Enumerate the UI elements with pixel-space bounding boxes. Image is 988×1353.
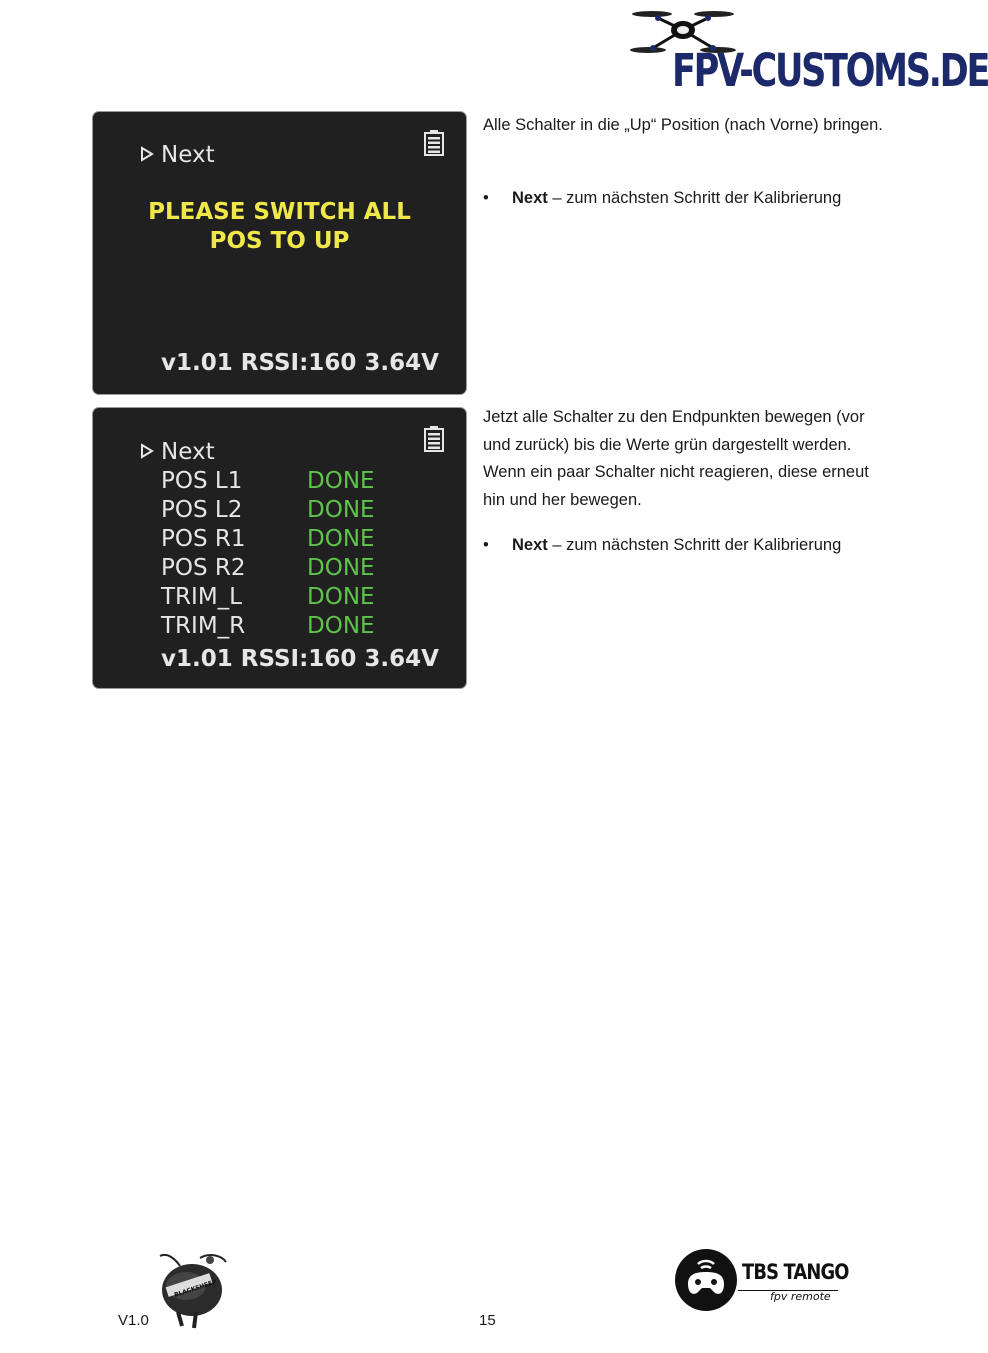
brand-wordmark: FPV-CUSTOMS.DE: [672, 44, 988, 97]
fpv-customs-logo: [628, 0, 988, 104]
bullet-bold: Next: [512, 189, 548, 207]
status-line: v1.01 RSSI:160 3.64V: [161, 350, 439, 376]
row-label-pos-l1: POS L1: [161, 468, 243, 494]
section2-bullet: [483, 532, 841, 559]
calibration-screen-endpoints: [93, 408, 466, 688]
section2-paragraph: Jetzt alle Schalter zu den Endpunkten bewegen (vor und zurück) bis die Werte grün dargestellt werden. Wenn ein paar Schalter nicht reagieren, diese erneut hin und her bewegen.: [483, 408, 869, 509]
play-triangle-icon: [139, 443, 155, 459]
next-label: Next: [161, 142, 215, 168]
row-value-pos-r2: DONE: [307, 555, 375, 581]
row-label-trim-r: TRIM_R: [161, 613, 246, 639]
bullet-text: – zum nächsten Schritt der Kalibrierung: [547, 189, 842, 207]
row-value-pos-l2: DONE: [307, 497, 375, 523]
switch-prompt-line1: PLEASE SWITCH ALL: [148, 199, 411, 225]
row-value-trim-l: DONE: [307, 584, 375, 610]
next-menu-item[interactable]: [139, 439, 215, 465]
bullet-bold: Next: [512, 536, 548, 554]
row-value-trim-r: DONE: [307, 613, 375, 639]
battery-icon: [424, 426, 444, 452]
bullet-text: – zum nächsten Schritt der Kalibrierung: [547, 536, 842, 554]
row-label-pos-r1: POS R1: [161, 526, 246, 552]
calibration-screen-switch-up: [93, 112, 466, 394]
row-label-pos-r2: POS R2: [161, 555, 246, 581]
battery-icon: [424, 130, 444, 156]
row-label-trim-l: TRIM_L: [161, 584, 242, 610]
switch-prompt-line2: POS TO UP: [209, 228, 350, 254]
bullet-dot: •: [483, 189, 489, 207]
status-line: v1.01 RSSI:160 3.64V: [161, 646, 439, 672]
left-logo-text: BLACKSHEEP: [173, 1278, 218, 1299]
next-label: Next: [161, 439, 215, 465]
row-label-pos-l2: POS L2: [161, 497, 243, 523]
row-value-pos-r1: DONE: [307, 526, 375, 552]
row-value-pos-l1: DONE: [307, 468, 375, 494]
bullet-dot: •: [483, 536, 489, 554]
page-number: 15: [479, 1312, 496, 1329]
version-label: V1.0: [118, 1312, 149, 1329]
sheep-logo-icon: [152, 1250, 238, 1330]
next-menu-item[interactable]: [139, 142, 215, 168]
play-triangle-icon: [139, 146, 155, 162]
tango-controller-icon: [674, 1248, 738, 1312]
tbs-tango-logo: [674, 1246, 849, 1316]
tango-subtitle: fpv remote: [770, 1290, 831, 1303]
tango-title: TBS TANGO: [742, 1260, 849, 1284]
section1-bullet: [483, 185, 841, 212]
section1-paragraph: Alle Schalter in die „Up“ Position (nach Vorne) bringen.: [483, 116, 883, 134]
